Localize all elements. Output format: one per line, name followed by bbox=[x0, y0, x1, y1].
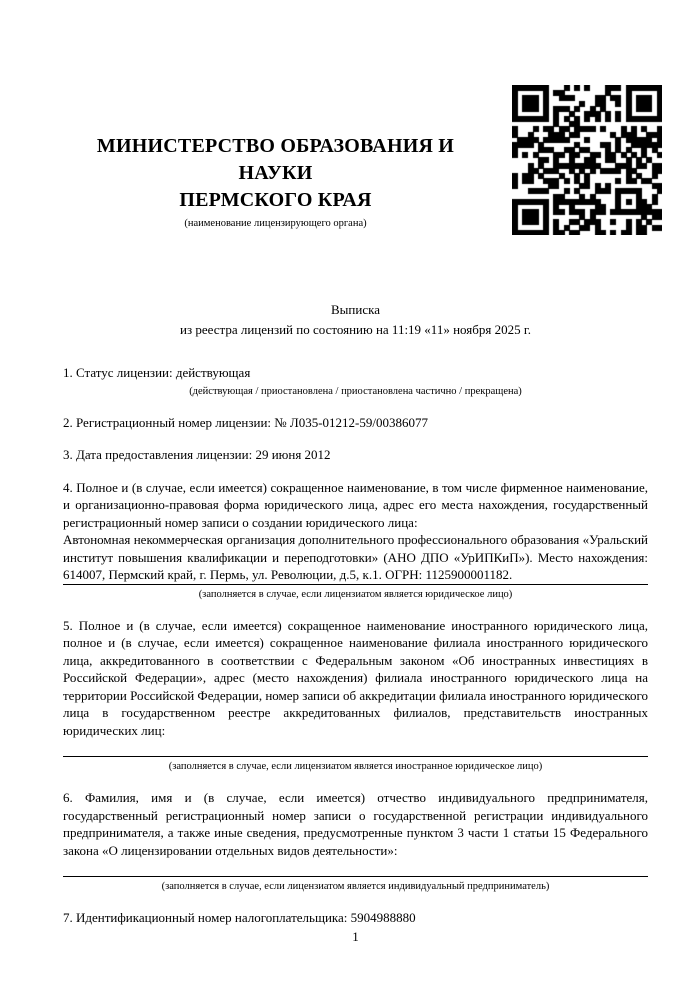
ministry-name-line2: ПЕРМСКОГО КРАЯ bbox=[179, 189, 372, 211]
legal-entity-fill-line bbox=[63, 584, 648, 585]
field-registration-number bbox=[63, 414, 648, 432]
foreign-entity-label: 5. Полное и (в случае, если имеется) сокращенное наименование иностранного юридического лица, полное и (в случае, если имеется) сокращенное наименование филиала иностранного юридического лица, аккредитованного в соответствии с Федеральным законом «Об иностранных инвестициях в Российской Федерации», адрес (место нахождения) филиала иностранного юридического лица на территории Российской Федерации, номер записи об аккредитации филиала иностранного юридического лица в государственном реестре аккредитованных филиалов, представительств иностранных юридических лиц: bbox=[63, 617, 648, 738]
field-grant-date bbox=[63, 446, 648, 464]
legal-entity-label: 4. Полное и (в случае, если имеется) сокращенное наименование, в том числе фирменное наименование, и организационно-правовая форма юридического лица, адрес его места нахождения, государственный регистрационный номер записи о создании юридического лица: bbox=[63, 479, 648, 530]
field-individual-entrepreneur bbox=[63, 789, 648, 894]
foreign-entity-note: (заполняется в случае, если лицензиатом является иностранное юридическое лицо) bbox=[168, 761, 543, 772]
legal-entity-note: (заполняется в случае, если лицензиатом является юридическое лицо) bbox=[198, 588, 513, 600]
field-legal-entity bbox=[63, 479, 648, 602]
registration-number-text: 2. Регистрационный номер лицензии: № Л035-01212-59/00386077 bbox=[63, 414, 429, 430]
qr-code-icon bbox=[512, 85, 662, 235]
legal-entity-value: Автономная некоммерческая организация дополнительного профессионального образования «Уральский институт повышения квалификации и переподготовки» (АНО ДПО «УрИПКиП»). Место нахождения: 614007, Пермский край, г. Пермь, ул. Революции, д.5, к.1. ОГРН: 1125900001182. bbox=[63, 532, 648, 582]
document-body bbox=[63, 364, 648, 927]
document-title-line2: из реестра лицензий по состоянию на 11:19 «11» ноября 2025 г. bbox=[180, 322, 531, 337]
page-number: 1 bbox=[352, 929, 359, 944]
ministry-header bbox=[63, 133, 488, 231]
ministry-caption: (наименование лицензирующего органа) bbox=[184, 218, 367, 229]
grant-date-text: 3. Дата предоставления лицензии: 29 июня 2012 bbox=[63, 447, 331, 462]
field-license-status bbox=[63, 364, 648, 399]
document-title bbox=[63, 300, 648, 340]
individual-entrepreneur-note: (заполняется в случае, если лицензиатом является индивидуальный предприниматель) bbox=[161, 881, 550, 892]
individual-entrepreneur-fill-line bbox=[63, 876, 648, 877]
field-foreign-entity bbox=[63, 617, 648, 775]
individual-entrepreneur-value bbox=[63, 859, 648, 876]
foreign-entity-value bbox=[63, 739, 648, 756]
ministry-name-line1: МИНИСТЕРСТВО ОБРАЗОВАНИЯ И НАУКИ bbox=[96, 135, 455, 184]
field-inn bbox=[63, 909, 648, 927]
foreign-entity-fill-line bbox=[63, 756, 648, 757]
inn-text: 7. Идентификационный номер налогоплательщика: 5904988880 bbox=[63, 910, 416, 925]
individual-entrepreneur-label: 6. Фамилия, имя и (в случае, если имеется) отчество индивидуального предпринимателя, государственный регистрационный номер записи о государственной регистрации индивидуального предпринимателя, а также иные сведения, предусмотренные пунктом 3 части 1 статьи 15 Федерального закона «О лицензировании отдельных видов деятельности»: bbox=[63, 790, 648, 858]
license-status-note: (действующая / приостановлена / приостановлена частично / прекращена) bbox=[189, 385, 522, 397]
license-status-text: 1. Статус лицензии: действующая bbox=[63, 365, 251, 380]
document-title-line1: Выписка bbox=[331, 302, 380, 317]
